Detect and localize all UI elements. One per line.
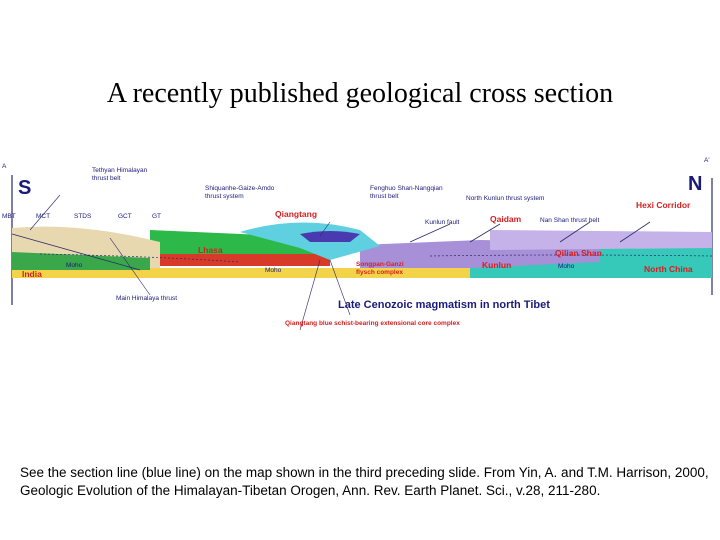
- moho-label-2: Moho: [265, 267, 282, 274]
- fenghuo-label-2: thrust belt: [370, 193, 399, 200]
- endpoint-a-label: A: [2, 163, 7, 170]
- gt-label: GT: [152, 213, 162, 220]
- north-china-label: North China: [644, 264, 693, 274]
- qilian-shan-label: Qilian Shan: [555, 248, 602, 258]
- kunlun-label: Kunlun: [482, 260, 512, 270]
- main-himalaya-thrust-label: Main Himalaya thrust: [116, 295, 178, 302]
- tethyan-label: Tethyan Himalayan: [92, 167, 148, 174]
- magmatism-label: Late Cenozoic magmatism in north Tibet: [338, 299, 550, 311]
- fenghuo-label: Fenghuo Shan-Nangqian: [370, 185, 443, 192]
- kunlun-fault-label: Kunlun fault: [425, 219, 460, 226]
- mbt-label: MBT: [2, 213, 16, 220]
- shiquanhe-label: Shiquanhe-Gaize-Amdo: [205, 185, 275, 192]
- cross-section-diagram: [0, 150, 720, 360]
- songpan-label-2: flysch complex: [356, 269, 403, 276]
- north-kunlun-label: North Kunlun thrust system: [466, 195, 545, 202]
- gct-label: GCT: [118, 213, 132, 220]
- slide-caption: See the section line (blue line) on the map shown in the third preceding slide. From Yin, A. and T.M. Harrison, 2000, Geologic Evolution of the Himalayan-Tibetan Orogen, Ann. Rev. Earth Planet. Sci., v.28, 211-280.: [20, 465, 709, 498]
- north-label: N: [688, 173, 703, 195]
- india-label: India: [22, 269, 42, 279]
- qaidam-label: Qaidam: [490, 214, 522, 224]
- lhasa-label: Lhasa: [198, 245, 223, 255]
- moho-label-1: Moho: [66, 262, 83, 269]
- endpoint-a-prime-label: A': [704, 157, 710, 164]
- moho-label-3: Moho: [558, 263, 575, 270]
- slide-title: A recently published geological cross section: [106, 78, 614, 109]
- lhasa-lower-block: [150, 254, 330, 266]
- shiquanhe-label-2: thrust system: [205, 193, 244, 200]
- qiangtang-label: Qiangtang: [275, 209, 318, 219]
- mct-label: MCT: [36, 213, 51, 220]
- qilian-block: [490, 230, 712, 250]
- south-label: S: [18, 177, 32, 199]
- tethyan-label-2: thrust belt: [92, 175, 121, 182]
- hexi-corridor-label: Hexi Corridor: [636, 200, 691, 210]
- qiangtang-dark: [300, 231, 360, 242]
- nanshan-label: Nan Shan thrust belt: [540, 217, 600, 224]
- songpan-label: Songpan-Ganzi: [356, 261, 404, 268]
- stds-label: STDS: [74, 213, 92, 220]
- blueschist-label: Qiangtang blue schist-bearing extensional core complex: [285, 320, 460, 327]
